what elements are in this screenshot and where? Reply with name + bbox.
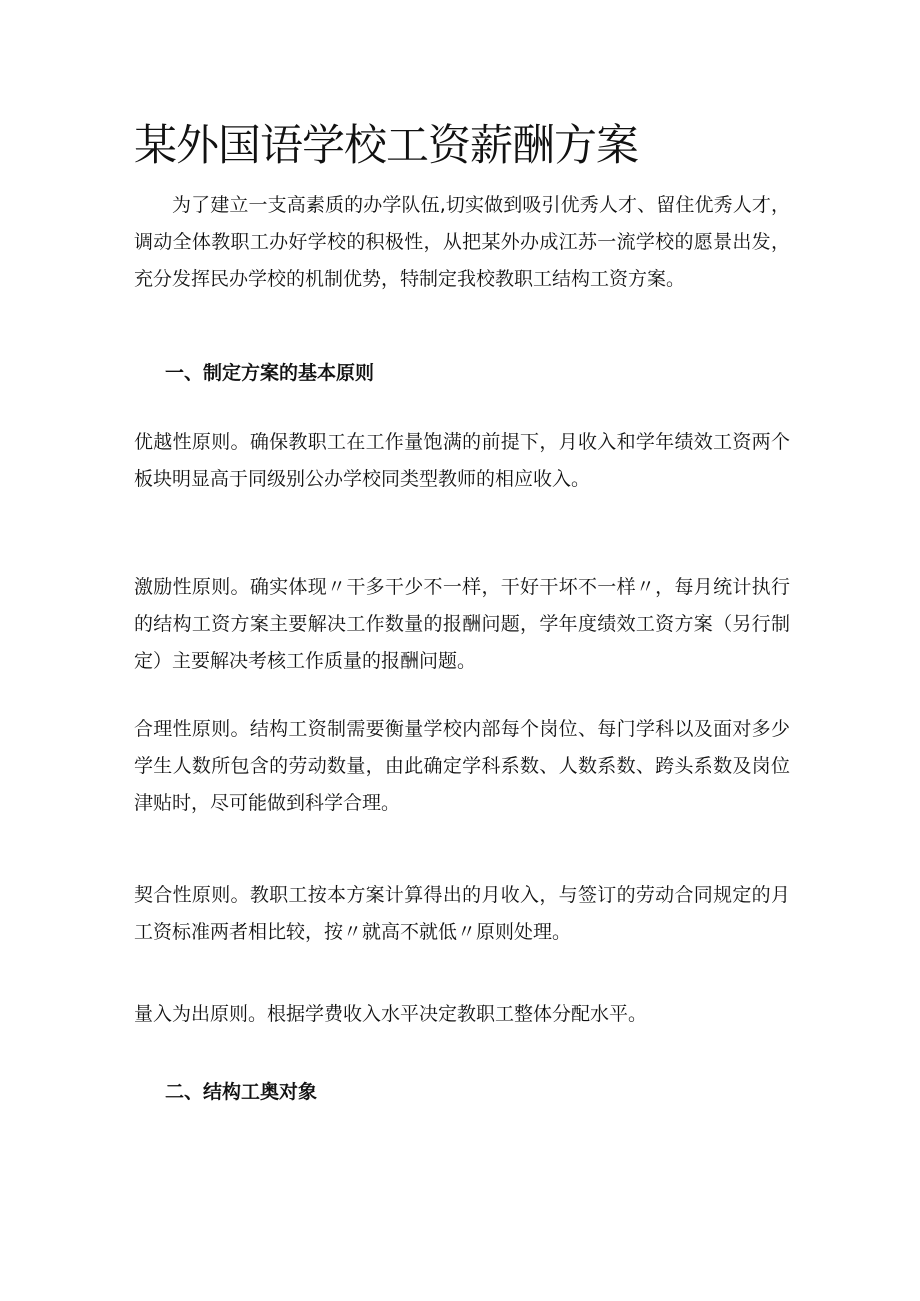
intro-paragraph: 为了建立一支高素质的办学队伍,切实做到吸引优秀人才、留住优秀人才，调动全体教职工办好学校的积极性，从把某外办成江苏一流学校的愿景出发，充分发挥民办学校的机制优势，特制定我校教职工结构工资方案。 <box>134 194 790 290</box>
document-title: 某外国语学校工资薪酬方案 <box>134 121 638 171</box>
principle-paragraph-rationality: 合理性原则。结构工资制需要衡量学校内部每个岗位、每门学科以及面对多少学生人数所包含的劳动数量，由此确定学科系数、人数系数、跨头系数及岗位津贴时，尽可能做到科学合理。 <box>134 718 790 814</box>
principle-paragraph-budget: 量入为出原则。根据学费收入水平决定教职工整体分配水平。 <box>134 1003 648 1025</box>
section-2-heading: 二、结构工奥对象 <box>165 1081 318 1103</box>
section-1-heading: 一、制定方案的基本原则 <box>165 362 375 384</box>
principle-paragraph-incentive: 激励性原则。确实体现〃干多干少不一样，干好干坏不一样〃，每月统计执行的结构工资方案主要解决工作数量的报酬问题，学年度绩效工资方案（另行制定）主要解决考核工作质量的报酬问题。 <box>134 576 790 672</box>
principle-paragraph-fit: 契合性原则。教职工按本方案计算得出的月收入，与签订的劳动合同规定的月工资标准两者相比较，按〃就高不就低〃原则处理。 <box>134 884 790 943</box>
principle-paragraph-superiority: 优越性原则。确保教职工在工作量饱满的前提下，月收入和学年绩效工资两个板块明显高于同级别公办学校同类型教师的相应收入。 <box>134 431 790 490</box>
